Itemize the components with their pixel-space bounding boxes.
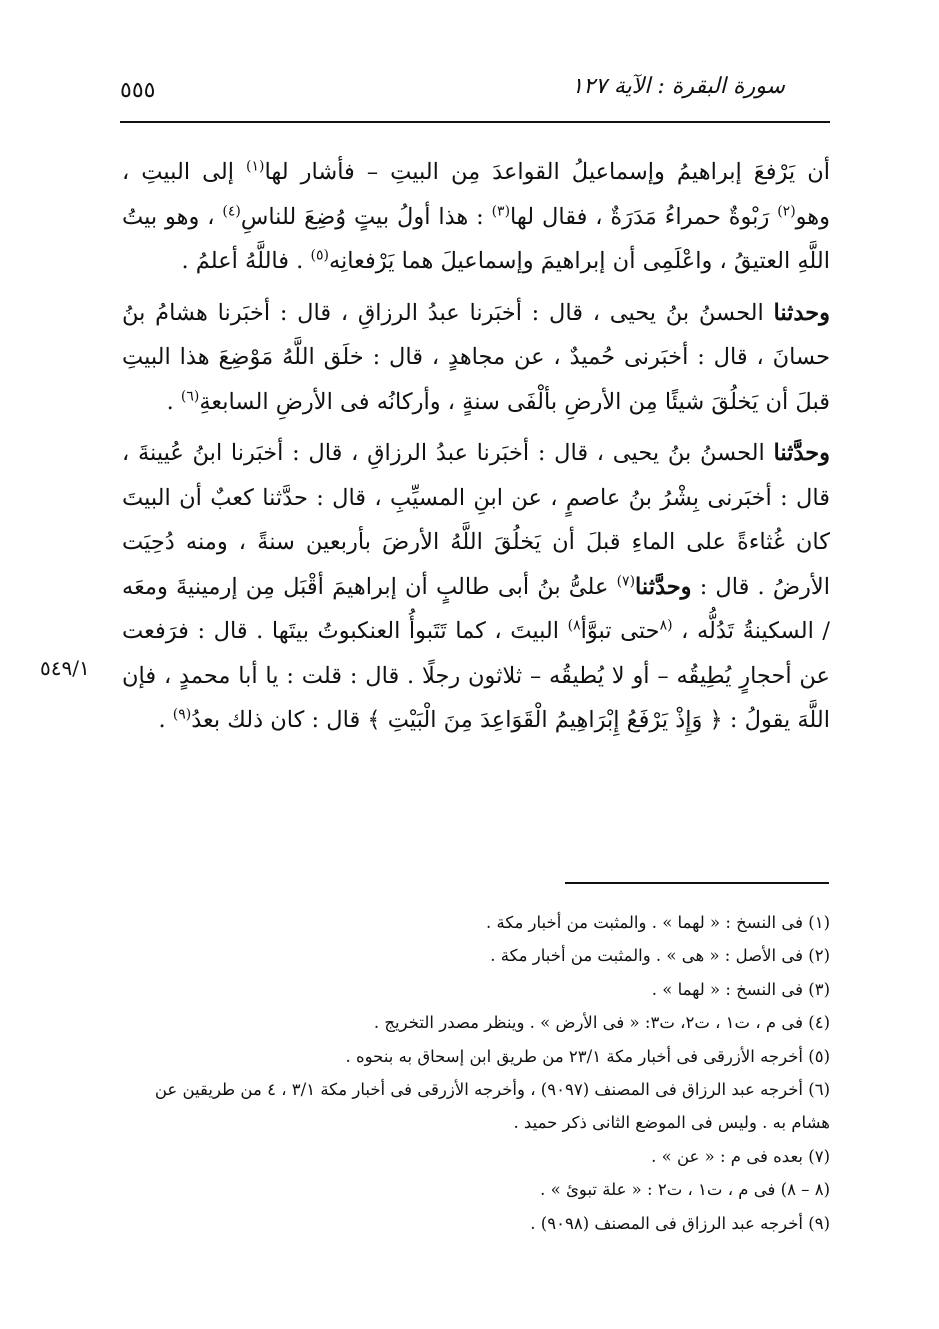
body-paragraph: [122, 291, 830, 425]
body-text-run: الحسنُ بنُ يحيى ، قال : أخبَرنا عبدُ الرزاقِ ، قال : أخبَرنا هشامُ بنُ حسانَ ، قال : أخبَرنى حُميدٌ ، عن مجاهدٍ ، قال : خلَق اللَّهُ مَوْضِعَ هذا البيتِ قبلَ أن يَخلُقَ شيئًا مِن الأرضِ بألْفَى سنةٍ ، وأركانُه فى الأرضِ السابعةِ: [122, 299, 830, 415]
footnote-marker: (٥): [310, 247, 329, 264]
page-number: ٥٥٥: [120, 78, 156, 103]
body-text-run: علىُّ بنُ أبى طالبٍ أن إبراهيمَ أقْبَل مِن إرمينيةَ ومعَه / السكينةُ تَدُلُّه ،: [122, 573, 830, 644]
body-text-run: ، وهو بيتُ اللَّهِ العتيقُ ، واعْلَمِى أن إبراهيمَ وإسماعيلَ هما يَرْفعانِه: [122, 203, 830, 274]
isnad-keyword: وحدَّثنا: [773, 440, 830, 466]
footnote-marker: (١): [246, 158, 265, 175]
body-text-run: البيتَ ، كما تَتَبوأُ العنكبوتُ بيتَها . قال : فرَفعت عن أحجارٍ يُطِيقُه – أو لا يُطيقُه – ثلاثون رجلًا . قال : قلت : يا أبا محمدٍ ، فإن اللَّهَ يقولُ : ﴿ وَإِذْ يَرْفَعُ إِبْرَاهِيمُ الْقَوَاعِدَ مِنَ الْبَيْتِ ﴾ قال : كان ذلك بعدُ: [122, 618, 830, 733]
footnote-marker: (٦): [180, 388, 200, 404]
footnote: (٨ – ٨) فى م ، ت١ ، ت٢ : « علة تبوئ » .: [540, 1180, 830, 1200]
footnote-marker: (٧): [616, 573, 636, 589]
footnote-marker: ٨): [567, 617, 581, 634]
footnote-marker: (٩): [172, 706, 192, 723]
body-text-run: أن يَرْفعَ إبراهيمُ وإسماعيلُ القواعدَ مِن البيتِ – فأشار لها: [264, 159, 831, 185]
body-paragraph: [122, 431, 830, 743]
footnote: (٦) أخرجه عبد الرزاق فى المصنف (٩٠٩٧) ، وأخرجه الأزرقى فى أخبار مكة ٣/١ ، ٤ من طريقين عن هشام به . وليس فى الموضع الثانى ذكر حميد .: [154, 1080, 830, 1133]
body-text-run: .: [158, 707, 173, 733]
footnote-rule: [565, 882, 829, 884]
body-text-run: رَبْوةٌ حمراءُ مَدَرَةٌ ، فقال لها: [510, 203, 778, 230]
body-paragraph: [122, 150, 830, 284]
footnote: (٩) أخرجه عبد الرزاق فى المصنف (٩٠٩٨) .: [530, 1213, 830, 1233]
footnote: (٧) بعده فى م : « عن » .: [651, 1146, 830, 1166]
isnad-keyword: وحدَّثنا: [635, 573, 692, 600]
body-text-run: إلى البيتِ ، وهو: [122, 159, 831, 230]
body-text-run: حتى تبوَّأ: [580, 618, 660, 644]
footnote: (٢) فى الأصل : « هى » . والمثبت من أخبار مكة .: [490, 946, 830, 966]
body-text-run: .: [166, 388, 181, 415]
footnotes: [118, 906, 830, 1240]
body-text-run: . فاللَّهُ أعلمُ .: [181, 248, 311, 274]
footnote-marker: (٢): [777, 203, 796, 219]
isnad-keyword: وحدثنا: [773, 299, 830, 326]
footnote: (٤) فى م ، ت١ ، ت٢، ت٣: « فى الأرض » . وينظر مصدر التخريج .: [373, 1013, 830, 1033]
footnote-marker: (٤): [222, 203, 241, 219]
body-text-run: : هذا أولُ بيتٍ وُضِعَ للناسِ: [240, 203, 492, 230]
page-header: [120, 74, 830, 114]
running-title: سورة البقرة : الآية ١٢٧: [571, 74, 785, 99]
footnote: (١) فى النسخ : « لهما » . والمثبت من أخبار مكة .: [486, 913, 830, 932]
footnote-marker: (٣): [491, 203, 511, 219]
footnote: (٥) أخرجه الأزرقى فى أخبار مكة ٢٣/١ من طريق ابن إسحاق به بنحوه .: [345, 1046, 830, 1066]
footnote-marker: (٨: [659, 617, 673, 634]
body-text-run: الحسنُ بنُ يحيى ، قال : أخبَرنا عبدُ الرزاقِ ، قال : أخبَرنا ابنُ عُيينةَ ، قال : أخبَرنى بِشْرُ بنُ عاصمٍ ، عن ابنِ المسيِّبِ ، قال : حدَّثنا كعبٌ أن البيتَ كان غُثاءةً على الماءِ قبلَ أن يَخلُقَ اللَّهُ الأرضَ بأربعين سنةً ، ومنه دُحِيَت الأرضُ . قال :: [122, 440, 831, 600]
body-text: [122, 150, 830, 743]
header-rule: [120, 121, 830, 123]
footnote: (٣) فى النسخ : « لهما » .: [651, 979, 830, 999]
margin-reference: ٥٤٩/١: [40, 656, 90, 680]
